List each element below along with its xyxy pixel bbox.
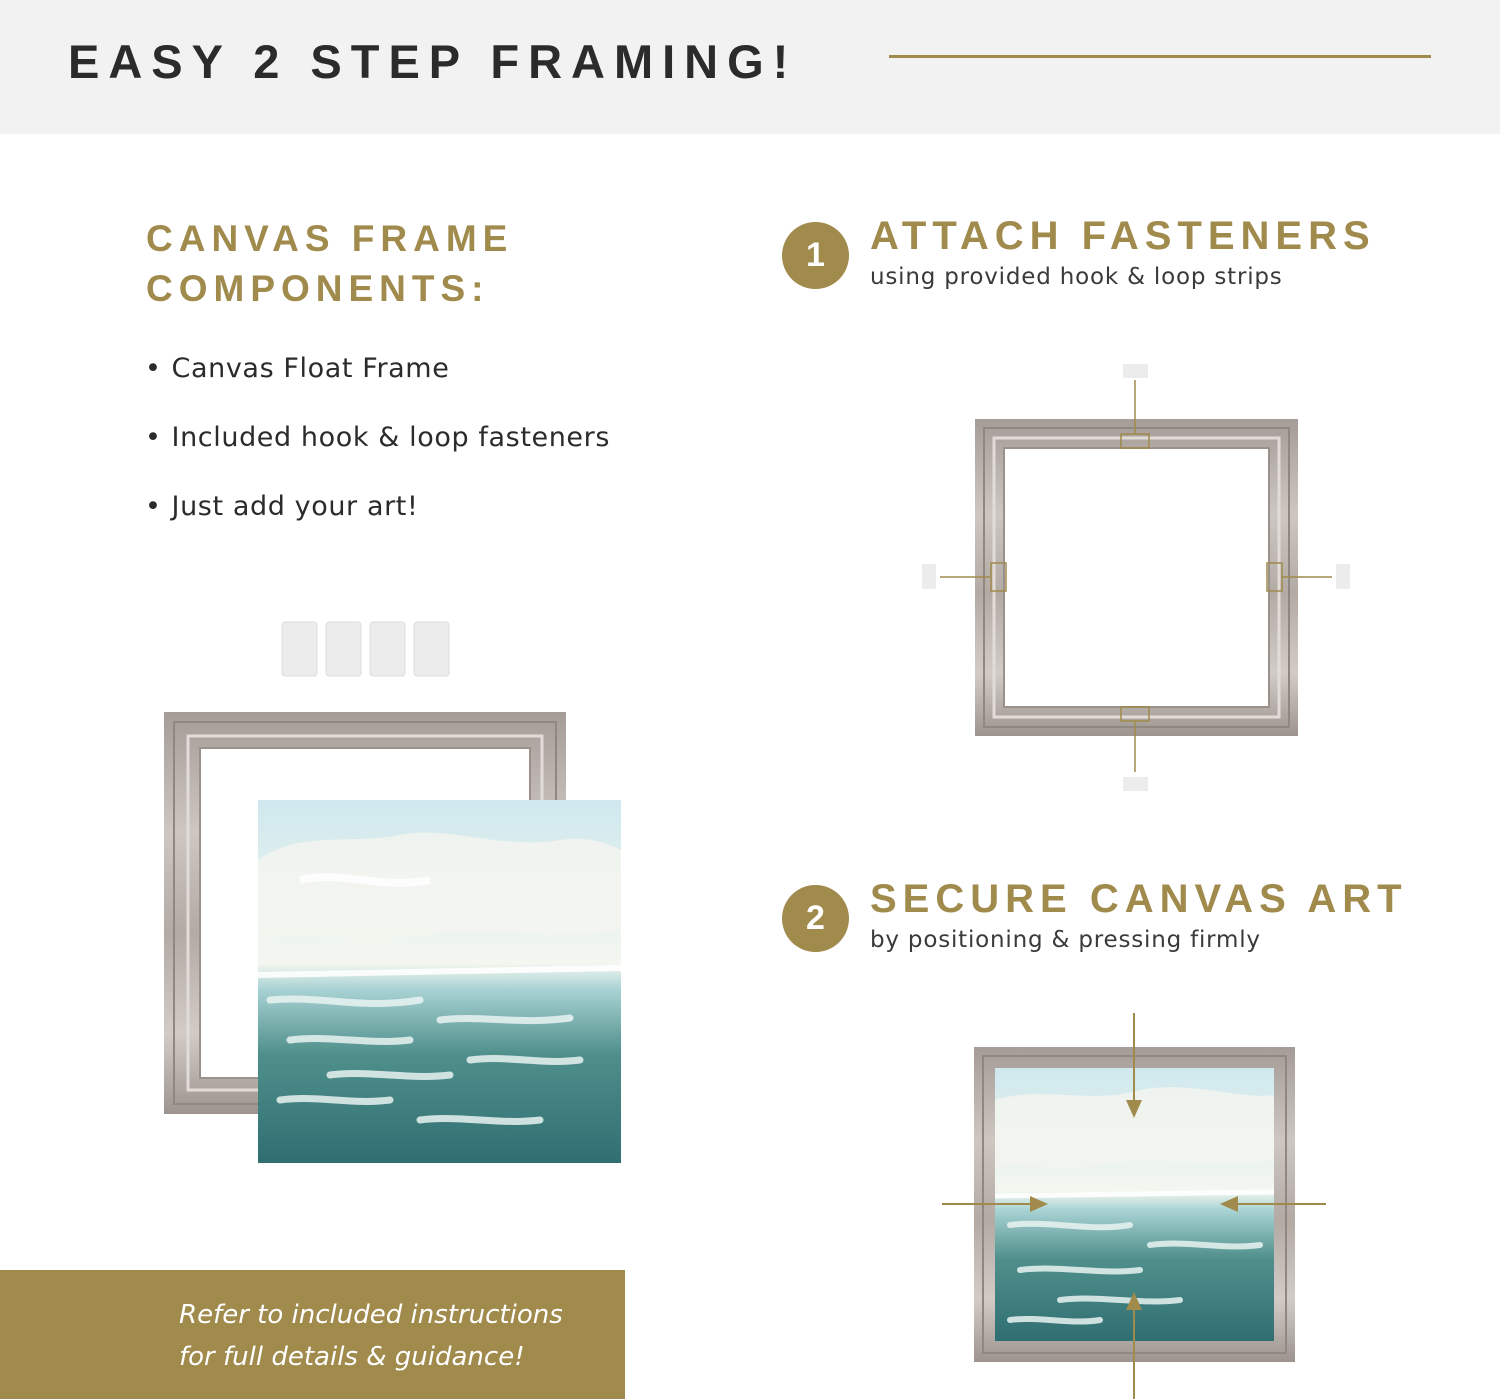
- fastener-strip: [414, 622, 449, 676]
- step-1-title: ATTACH FASTENERS: [870, 214, 1376, 258]
- fastener-strip: [370, 622, 405, 676]
- step-2-subtitle: by positioning & pressing firmly: [870, 927, 1261, 953]
- step-2-framed-art-diagram: [942, 1013, 1326, 1399]
- components-heading-line1: CANVAS FRAME: [146, 218, 514, 259]
- step-1-frame-diagram: [922, 364, 1350, 791]
- step-1-subtitle: using provided hook & loop strips: [870, 264, 1283, 290]
- fastener-strip: [1336, 564, 1350, 589]
- bullet: •: [145, 353, 162, 384]
- page-title: EASY 2 STEP FRAMING!: [68, 35, 798, 88]
- fastener-strips: [282, 622, 449, 676]
- bullet: •: [145, 422, 162, 453]
- canvas-painting: [258, 800, 621, 1163]
- fastener-strip: [1123, 364, 1148, 378]
- instructions-note-line1: Refer to included instructions: [179, 1300, 563, 1330]
- fastener-strip: [922, 564, 936, 589]
- list-item-label: Canvas Float Frame: [171, 353, 450, 384]
- step-2-badge: 2: [782, 885, 849, 952]
- frame-opening: [1004, 448, 1269, 707]
- step-1-badge: 1: [782, 222, 849, 289]
- fastener-strip: [1123, 777, 1148, 791]
- instructions-note-line2: for full details & guidance!: [179, 1342, 525, 1372]
- list-item-label: Included hook & loop fasteners: [171, 422, 611, 453]
- components-heading-line2: COMPONENTS:: [146, 268, 490, 309]
- list-item-label: Just add your art!: [171, 491, 419, 522]
- instructions-note: [179, 1294, 619, 1378]
- fastener-strip: [326, 622, 361, 676]
- step-2-title: SECURE CANVAS ART: [870, 877, 1408, 921]
- fastener-strip: [282, 622, 317, 676]
- bullet: •: [145, 491, 162, 522]
